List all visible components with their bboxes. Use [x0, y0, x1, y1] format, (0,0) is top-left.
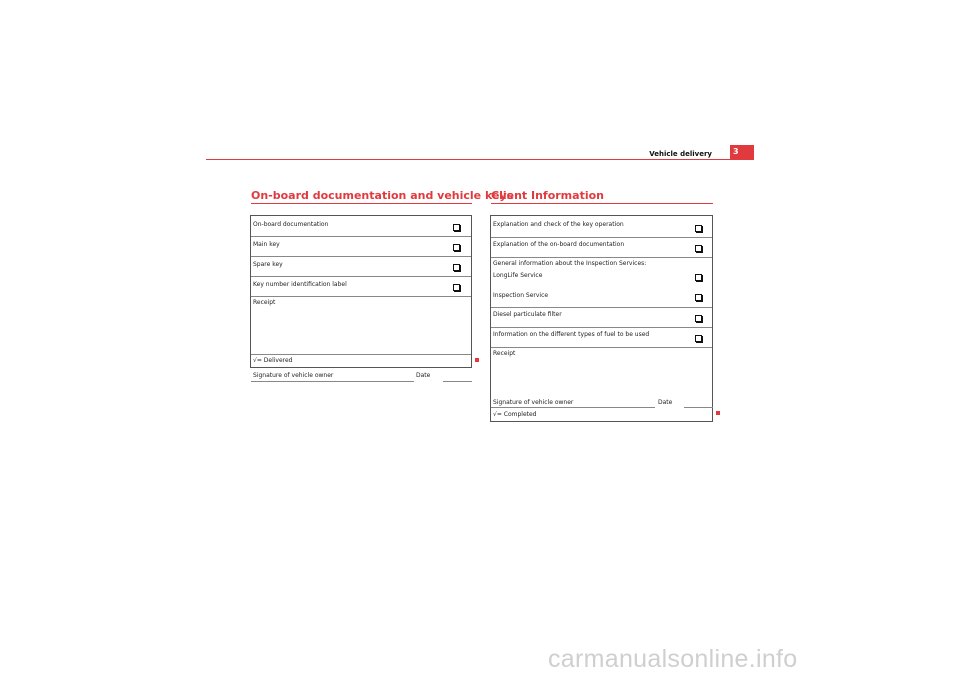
date-line	[443, 381, 472, 382]
page-number: 3	[730, 145, 754, 160]
checklist-row	[251, 277, 471, 297]
checklist-row	[491, 328, 712, 348]
page-header-title: Vehicle delivery	[649, 150, 712, 158]
checklist-label: Main key	[253, 241, 280, 248]
checklist-row	[251, 216, 471, 237]
end-mark	[475, 358, 479, 362]
checklist-row	[251, 237, 471, 257]
checkbox[interactable]	[695, 225, 702, 232]
checkbox[interactable]	[695, 274, 702, 281]
inspection-item: Inspection Service	[493, 292, 549, 299]
checklist-row	[491, 308, 712, 328]
checkbox[interactable]	[695, 315, 702, 322]
right-section-title: Client Information	[491, 189, 604, 202]
watermark: carmanualsonline.info	[548, 645, 798, 673]
checklist-row	[491, 238, 712, 258]
checkbox[interactable]	[453, 264, 460, 271]
checkbox[interactable]	[453, 244, 460, 251]
checklist-label: Diesel particulate filter	[493, 311, 562, 318]
right-checklist-box	[490, 215, 713, 422]
receipt-row	[491, 348, 712, 409]
checkbox[interactable]	[453, 224, 460, 231]
receipt-label: Receipt	[253, 299, 276, 306]
header-rule	[206, 159, 754, 160]
right-section-rule	[491, 203, 713, 204]
receipt-label: Receipt	[493, 350, 516, 357]
end-mark	[716, 411, 720, 415]
signature-label: Signature of vehicle owner	[493, 399, 574, 406]
signature-label: Signature of vehicle owner	[253, 372, 334, 379]
checklist-row	[251, 257, 471, 277]
checklist-label: Spare key	[253, 261, 283, 268]
checklist-label: Explanation of the on-board documentation	[493, 241, 625, 248]
checklist-label: Information on the different types of fuel to be used	[493, 331, 650, 338]
checkbox[interactable]	[695, 245, 702, 252]
checkbox[interactable]	[453, 284, 460, 291]
left-section-title: On-board documentation and vehicle keys	[251, 189, 514, 202]
inspection-item: LongLife Service	[493, 272, 543, 279]
date-label: Date	[416, 372, 431, 379]
checklist-label: On-board documentation	[253, 221, 329, 228]
legend-delivered: √= Delivered	[253, 357, 293, 364]
legend-completed: √= Completed	[493, 411, 537, 418]
signature-line	[251, 381, 414, 382]
checkbox[interactable]	[695, 335, 702, 342]
checklist-row	[491, 216, 712, 238]
checkbox[interactable]	[695, 294, 702, 301]
checklist-label: Explanation and check of the key operation	[493, 221, 624, 228]
left-checklist-box	[250, 215, 472, 379]
inspection-heading: General information about the Inspection Services:	[493, 260, 647, 267]
date-line	[684, 407, 713, 408]
signature-line	[491, 407, 655, 408]
inspection-row	[491, 258, 712, 308]
checklist-label: Key number identification label	[253, 281, 347, 288]
left-section-rule	[251, 203, 472, 204]
date-label: Date	[658, 399, 673, 406]
